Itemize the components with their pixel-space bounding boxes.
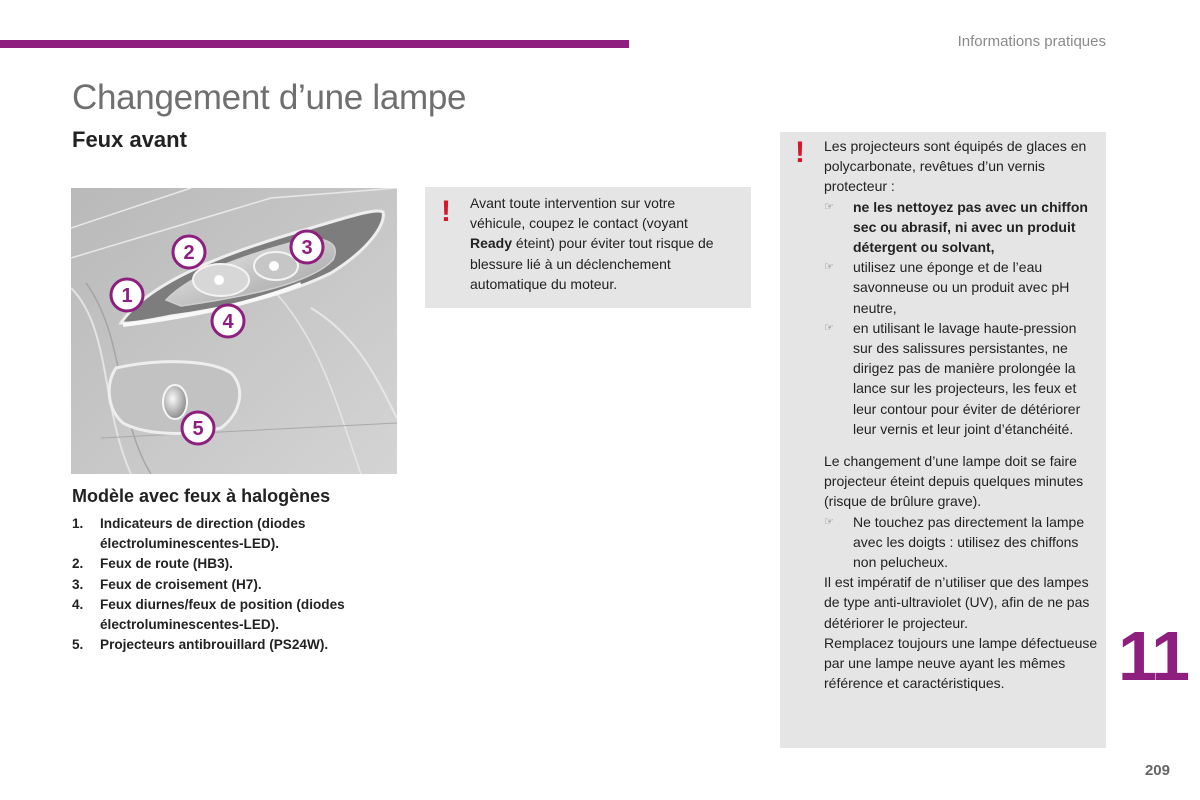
warning-content <box>824 136 1099 693</box>
hand-pointer-icon: ☞ <box>824 200 834 213</box>
svg-text:5: 5 <box>192 418 204 440</box>
callout-2 <box>173 236 205 268</box>
svg-text:1: 1 <box>121 285 133 307</box>
lamp-list <box>72 514 392 655</box>
callout-4 <box>212 305 244 337</box>
page-subtitle: Feux avant <box>72 127 187 152</box>
page-title: Changement d’une lampe <box>72 78 467 117</box>
list-item: 1. Indicateurs de direction (diodes électroluminescentes-LED). <box>72 516 306 552</box>
header-accent-bar <box>0 40 629 48</box>
svg-text:4: 4 <box>222 311 234 333</box>
section-title: Informations pratiques <box>957 33 1106 50</box>
svg-text:2: 2 <box>183 242 195 264</box>
list-item: 5. Projecteurs antibrouillard (PS24W). <box>72 637 329 653</box>
warning-paragraph: Remplacez toujours une lampe défectueuse par une lampe neuve ayant les mêmes référence et caractéristiques. <box>824 634 1098 692</box>
svg-text:3: 3 <box>301 237 313 259</box>
exclamation-icon: ! <box>441 195 451 228</box>
hand-pointer-icon: ☞ <box>824 321 834 334</box>
callout-5 <box>182 412 214 444</box>
warning-box-contact <box>425 187 751 308</box>
warning-paragraph: Il est impératif de n’utiliser que des lampes de type anti-ultraviolet (UV), afin de ne pas détériorer le projecteur. <box>824 574 1090 631</box>
warning-paragraph: Le changement d’une lampe doit se faire projecteur éteint depuis quelques minutes (risque de brûlure grave). <box>824 453 1084 510</box>
warning-box-projectors <box>780 132 1106 748</box>
exclamation-icon: ! <box>795 136 805 169</box>
warning-intro: Les projecteurs sont équipés de glaces en polycarbonate, revêtues d’un vernis protecteur : <box>824 138 1087 195</box>
hand-pointer-icon: ☞ <box>824 261 834 274</box>
list-item: 3. Feux de croisement (H7). <box>72 576 262 592</box>
bullet-item: ☞ en utilisant le lavage haute-pression sur des salissures persistantes, ne dirigez pas de manière prolongée la lance sur les projecteurs, les feux et leur contour pour éviter de détériorer leur vernis et leur joint d’étanchéité. <box>824 319 1081 437</box>
bullet-item: ☞ ne les nettoyez pas avec un chiffon sec ou abrasif, ni avec un produit détergent ou solvant, <box>824 198 1088 256</box>
bullet-item: ☞ utilisez une éponge et de l’eau savonneuse ou un produit avec pH neutre, <box>824 259 1070 316</box>
hand-pointer-icon: ☞ <box>824 515 834 528</box>
list-item: 2. Feux de route (HB3). <box>72 556 233 572</box>
bullet-item: ☞ Ne touchez pas directement la lampe avec les doigts : utilisez des chiffons non pelucheux. <box>824 513 1085 571</box>
chapter-number: 11 <box>1118 617 1188 695</box>
callout-1 <box>111 279 143 311</box>
list-item: 4. Feux diurnes/feux de position (diodes électroluminescentes-LED). <box>72 596 345 633</box>
callout-3 <box>291 231 323 263</box>
model-title: Modèle avec feux à halogènes <box>72 486 331 506</box>
page-number: 209 <box>1144 762 1170 779</box>
headlamp-illustration <box>71 188 397 474</box>
warning-text: Avant toute intervention sur votre véhicule, coupez le contact (voyant Ready éteint) pour éviter tout risque de blessure lié à un déclenchement automatique du moteur. <box>470 195 714 292</box>
